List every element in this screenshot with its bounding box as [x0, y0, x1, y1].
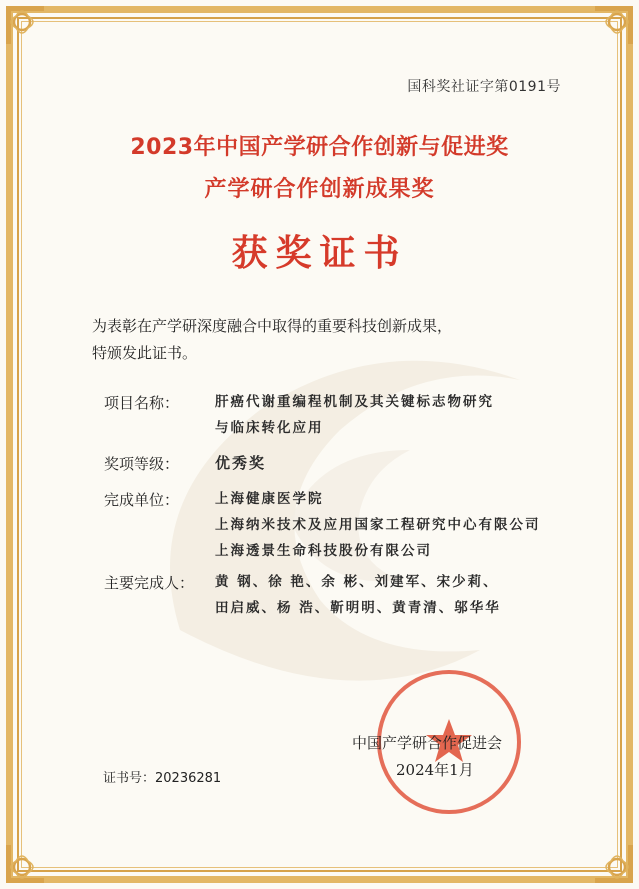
corner-ornament-icon	[2, 841, 48, 887]
certificate-number: 证书号：20236281	[103, 771, 222, 786]
issue-date: 2024年1月	[396, 761, 474, 779]
award-level-value: 优秀奖	[215, 454, 267, 472]
corner-ornament-icon	[2, 2, 48, 48]
people-line: 田启威、杨 浩、靳明明、黄青清、邬华华	[215, 600, 501, 616]
people-label: 主要完成人：	[104, 574, 195, 592]
corner-ornament-icon	[591, 841, 637, 887]
project-value-line: 与临床转化应用	[215, 420, 324, 436]
project-value	[215, 389, 494, 441]
units-value	[215, 486, 541, 564]
corner-ornament-icon	[591, 2, 637, 48]
award-level-label: 奖项等级：	[104, 455, 180, 473]
intro-line: 特颁发此证书。	[92, 344, 198, 362]
intro-text	[92, 313, 582, 367]
issuer-name: 中国产学研合作促进会	[352, 734, 503, 752]
project-value-line: 肝癌代谢重编程机制及其关键标志物研究	[215, 394, 494, 410]
certificate-main-title: 获奖证书	[231, 232, 408, 274]
award-title-line1: 2023年中国产学研合作创新与促进奖	[130, 135, 509, 160]
certificate-code: 国科奖社证字第0191号	[407, 79, 561, 95]
unit-item: 上海健康医学院	[215, 491, 324, 507]
units-label: 完成单位：	[104, 491, 180, 509]
award-title-line2: 产学研合作创新成果奖	[204, 177, 435, 202]
unit-item: 上海纳米技术及应用国家工程研究中心有限公司	[215, 517, 541, 533]
people-line: 黄 钢、徐 艳、余 彬、刘建军、宋少莉、	[215, 574, 499, 590]
unit-item: 上海透景生命科技股份有限公司	[215, 543, 432, 559]
intro-line: 为表彰在产学研深度融合中取得的重要科技创新成果，	[92, 317, 453, 335]
project-label: 项目名称：	[104, 394, 180, 412]
people-value	[215, 569, 501, 621]
